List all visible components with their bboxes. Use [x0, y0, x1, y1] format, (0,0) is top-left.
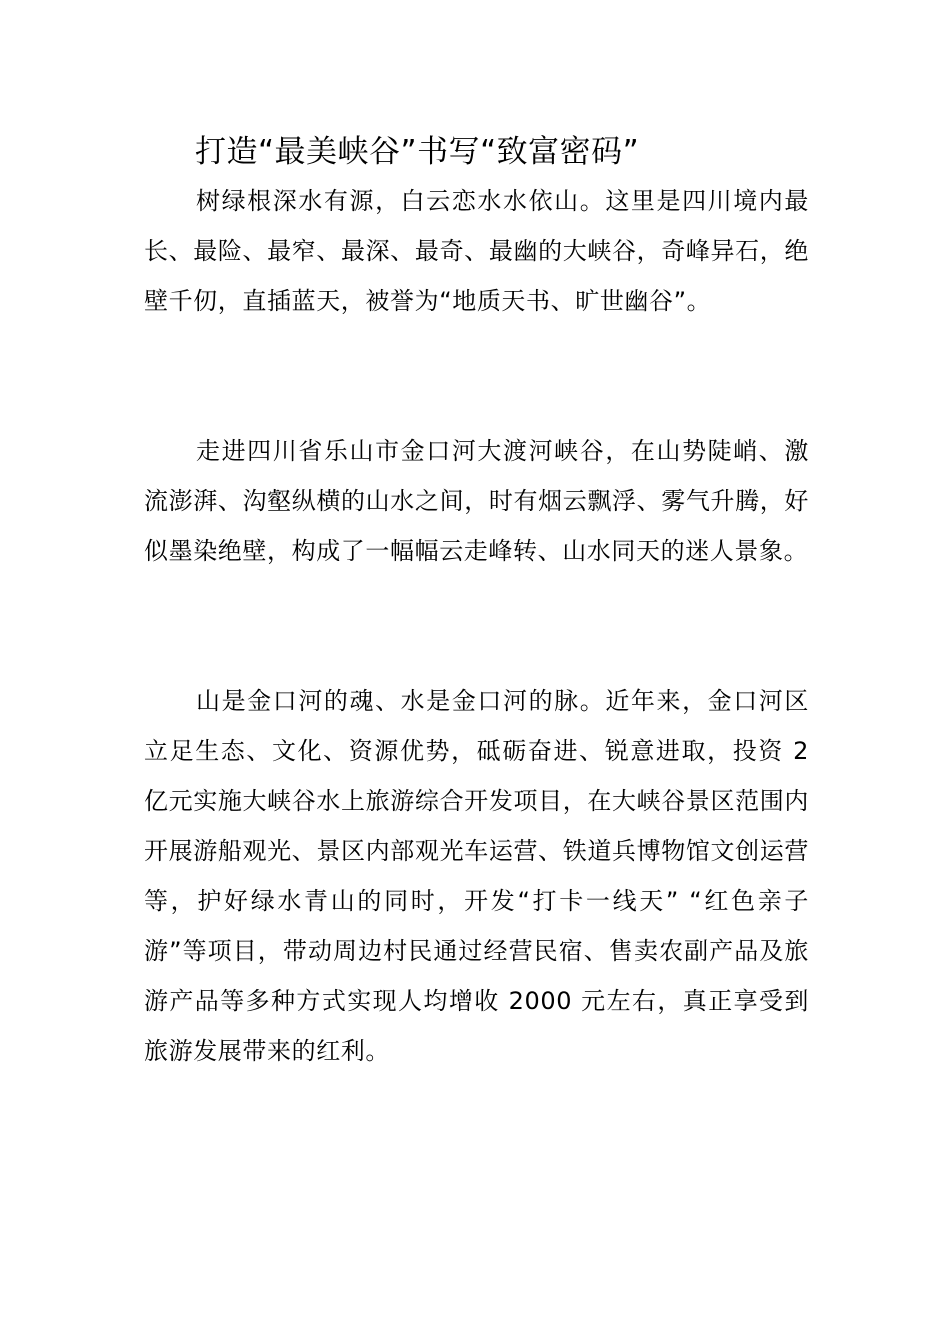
- paragraph-2: 走进四川省乐山市金口河大渡河峡谷，在山势陡峭、激流澎湃、沟壑纵横的山水之间，时有烟云飘浮、雾气升腾，好似墨染绝壁，构成了一幅幅云走峰转、山水同天的迷人景象。: [144, 437, 809, 565]
- paragraph-3: 山是金口河的魂、水是金口河的脉。近年来，金口河区立足生态、文化、资源优势，砥砺奋进、锐意进取，投资 2 亿元实施大峡谷水上旅游综合开发项目，在大峡谷景区范围内开展游船观光、景区内部观光车运营、铁道兵博物馆文创运营等，护好绿水青山的同时，开发“打卡一线天” “红色亲子游”等项目，带动周边村民通过经营民宿、售卖农副产品及旅游产品等多种方式实现人均增收 2000 元左右，真正享受到旅游发展带来的红利。: [144, 687, 809, 1065]
- paragraph-1: 树绿根深水有源，白云恋水水依山。这里是四川境内最长、最险、最窄、最深、最奇、最幽的大峡谷，奇峰异石，绝壁千仞，直插蓝天，被誉为“地质天书、旷世幽谷”。: [144, 187, 809, 315]
- document-title: 打造“最美峡谷”书写“致富密码”: [195, 134, 640, 170]
